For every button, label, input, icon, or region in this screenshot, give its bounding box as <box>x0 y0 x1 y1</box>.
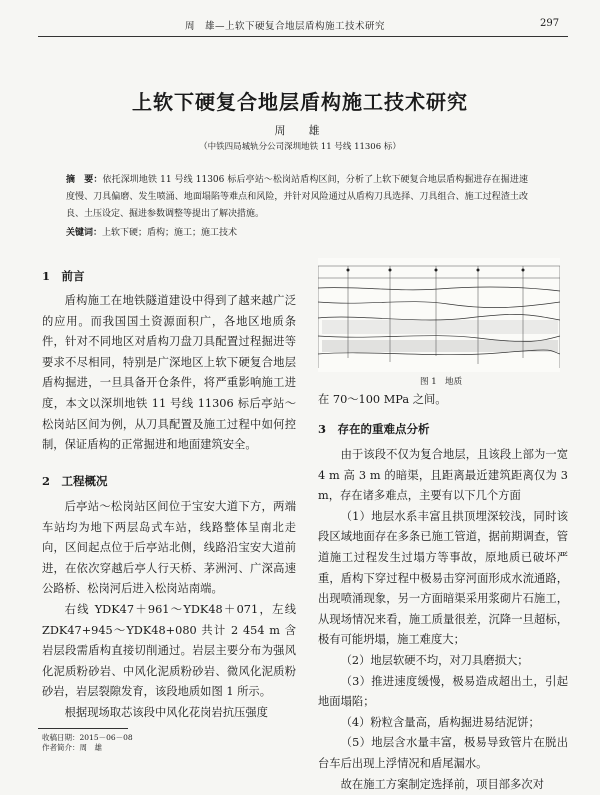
page-number: 297 <box>540 18 559 29</box>
paragraph: 后亭站～松岗站区间位于宝安大道下方，两端车站均为地下两层岛式车站，线路整体呈南北走向，区间起点位于后亭站北侧，线路沿宝安大道前进，在依次穿越后亭人行天桥、茅洲河、广深高速公路桥、松岗河后进入松岗站南端。 <box>42 497 296 600</box>
footnote-rule <box>38 728 128 729</box>
received-date: 收稿日期：2015－06－08 <box>42 733 133 743</box>
paragraph: 故在施工方案制定选择前，项目部多次对 <box>318 775 568 795</box>
paragraph: （1）地层水系丰富且拱顶埋深较浅，同时该段区域地面存在多条已施工管道，据前期调查，管道施工过程发生过塌方等事故，原地质已破坏严重，盾构下穿过程中极易击穿河面形成水流通路，出现喷涌现象，另一方面暗渠采用浆砌片石施工，从现场情况来看，施工质量很差，沉降一旦超标，极有可能坍塌，施工难度大； <box>318 507 568 651</box>
paragraph: 盾构施工在地铁隧道建设中得到了越来越广泛的应用。而我国国土资源面积广，各地区地质条件，针对不同地区对盾构刀盘刀具配置过程掘进等要求不尽相同，特别是广深地区上软下硬复合地层盾构掘进，一旦具备开仓条件，将严重影响施工进度，本文以深圳地铁 11 号线 11306 标后亭站～松岗站区间为例，从刀具配置及施工过程中如何控制，保证盾构的正常掘进和地面建筑安全。 <box>42 291 296 456</box>
keywords-text: 上软下硬；盾构；施工；施工技术 <box>102 228 237 238</box>
paragraph: 右线 YDK47＋961～YDK48＋071，左线 ZDK47+945～YDK48+080 共计 2 454 m 含岩层段需盾构直接切削通过。岩层主要分布为强风化泥质粉砂岩、中风化泥质粉砂岩、微风化泥质粉砂岩，岩层裂隙发育，该段地质如图 1 所示。 <box>42 600 296 703</box>
figure-caption: 图 1 地质 <box>420 375 462 387</box>
abstract <box>66 172 528 223</box>
keywords <box>66 225 528 238</box>
section-2-body <box>42 497 296 724</box>
paragraph: 在 70～100 MPa 之间。 <box>318 390 568 411</box>
section-2-heading: 2 工程概况 <box>42 473 108 489</box>
right-continuation <box>318 390 568 411</box>
author-affiliation: （中铁四局城轨分公司深圳地铁 11 号线 11306 标） <box>0 140 600 152</box>
paragraph: （2）地层软硬不均，对刀具磨损大； <box>318 651 568 672</box>
author-name: 周 雄 <box>0 122 600 138</box>
article-title: 上软下硬复合地层盾构施工技术研究 <box>0 86 600 115</box>
geology-figure <box>318 258 560 372</box>
footnote <box>42 733 133 753</box>
paragraph: （3）推进速度缓慢，极易造成超出土，引起地面塌陷； <box>318 672 568 713</box>
header-rule <box>38 36 568 37</box>
abstract-text: 依托深圳地铁 11 号线 11306 标后亭站～松岗站盾构区间，分析了上软下硬复合地层盾构掘进存在掘进速度慢、刀具偏磨、发生喷涌、地面塌陷等难点和风险，并针对风险通过从盾构刀具选择、刀具组合、施工过程渣土改良、土压设定、掘进参数调整等提出了解决措施。 <box>66 175 528 219</box>
section-3-body <box>318 445 568 795</box>
section-3-heading: 3 存在的重难点分析 <box>318 421 430 437</box>
running-title: 周 雄—上软下硬复合地层盾构施工技术研究 <box>185 18 385 32</box>
keywords-label: 关键词： <box>66 228 102 238</box>
paragraph: （4）粉粒含量高，盾构掘进易结泥饼； <box>318 713 568 734</box>
paragraph: （5）地层含水量丰富，极易导致管片在脱出台车后出现上浮情况和盾尾漏水。 <box>318 733 568 774</box>
paragraph: 根据现场取芯该段中风化花岗岩抗压强度 <box>42 703 296 724</box>
abstract-label: 摘 要： <box>66 175 102 185</box>
paragraph: 由于该段不仅为复合地层，且该段上部为一宽 4 m 高 3 m 的暗渠，且距离最近建筑距离仅为 3 m，存在诸多难点，主要有以下几个方面 <box>318 445 568 507</box>
author-note: 作者简介：周 雄 <box>42 743 133 753</box>
section-1-heading: 1 前言 <box>42 268 85 284</box>
section-1-body <box>42 291 296 456</box>
